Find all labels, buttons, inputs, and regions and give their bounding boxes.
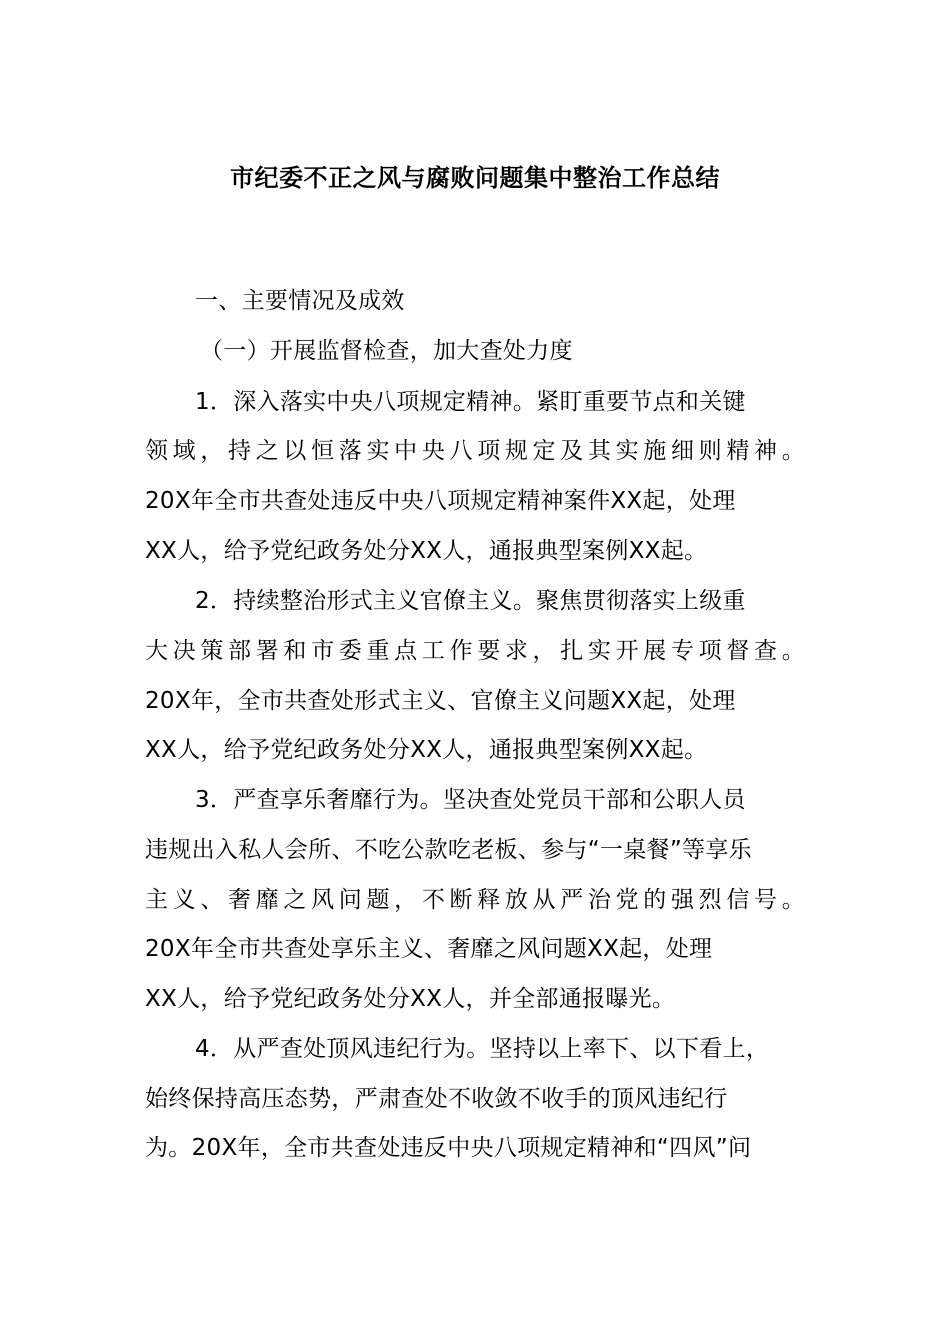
paragraph-1-line-4: XX人，给予党纪政务处分XX人，通报典型案例XX起。 [145, 538, 708, 564]
paragraph-3-line-3: 主义、奢靡之风问题，不断释放从严治党的强烈信号。 [145, 887, 805, 913]
paragraph-3-line-4: 20X年全市共查处享乐主义、奢靡之风问题XX起，处理 [145, 936, 713, 962]
paragraph-1-line-3: 20X年全市共查处违反中央八项规定精神案件XX起，处理 [145, 488, 736, 514]
paragraph-4-line-3: 为。20X年，全市共查处违反中央八项规定精神和“四风”问 [145, 1135, 752, 1161]
paragraph-3-line-1: 3．严查享乐奢靡行为。坚决查处党员干部和公职人员 [195, 787, 746, 813]
paragraph-4-line-2: 始终保持高压态势，严肃查处不收敛不收手的顶风违纪行 [145, 1086, 728, 1112]
paragraph-1-line-2: 领域，持之以恒落实中央八项规定及其实施细则精神。 [145, 438, 805, 464]
paragraph-2-line-2: 大决策部署和市委重点工作要求，扎实开展专项督查。 [145, 638, 805, 664]
paragraph-4-line-1: 4．从严查处顶风违纪行为。坚持以上率下、以下看上， [195, 1036, 770, 1062]
subsection-heading: （一）开展监督检查，加大查处力度 [200, 338, 573, 364]
paragraph-1-line-1: 1．深入落实中央八项规定精神。紧盯重要节点和关键 [195, 389, 746, 415]
paragraph-2-line-4: XX人，给予党纪政务处分XX人，通报典型案例XX起。 [145, 737, 708, 763]
document-title: 市纪委不正之风与腐败问题集中整治工作总结 [230, 164, 720, 192]
section-heading: 一、主要情况及成效 [195, 288, 405, 314]
paragraph-3-line-2: 违规出入私人会所、不吃公款吃老板、参与“一桌餐”等享乐 [145, 837, 752, 863]
paragraph-2-line-1: 2．持续整治形式主义官僚主义。聚焦贯彻落实上级重 [195, 588, 746, 614]
paragraph-3-line-5: XX人，给予党纪政务处分XX人，并全部通报曝光。 [145, 986, 676, 1012]
paragraph-2-line-3: 20X年，全市共查处形式主义、官僚主义问题XX起，处理 [145, 688, 736, 714]
